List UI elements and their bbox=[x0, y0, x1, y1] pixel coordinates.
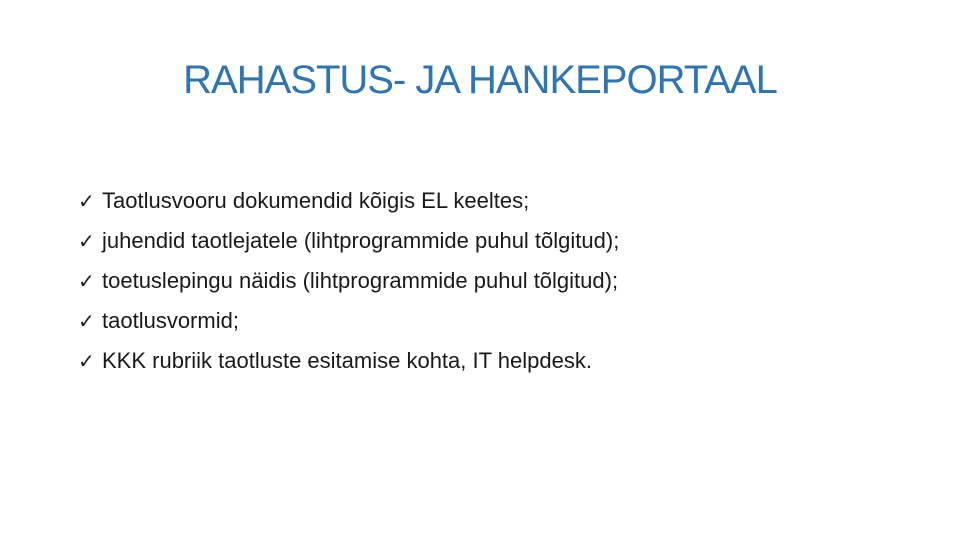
bullet-item bbox=[78, 301, 938, 341]
bullet-item bbox=[78, 261, 938, 301]
bullet-text: taotlusvormid; bbox=[102, 308, 239, 333]
slide-title: RAHASTUS- JA HANKEPORTAAL bbox=[183, 58, 777, 102]
check-icon: ✓ bbox=[78, 309, 95, 333]
bullet-item bbox=[78, 221, 938, 261]
bullet-text: KKK rubriik taotluste esitamise kohta, IT helpdesk. bbox=[102, 348, 592, 373]
check-icon: ✓ bbox=[78, 189, 95, 213]
bullet-item bbox=[78, 341, 938, 381]
bullet-list bbox=[78, 181, 938, 381]
check-icon: ✓ bbox=[78, 229, 95, 253]
check-icon: ✓ bbox=[78, 269, 95, 293]
bullet-item bbox=[78, 181, 938, 221]
check-icon: ✓ bbox=[78, 349, 95, 373]
bullet-text: juhendid taotlejatele (lihtprogrammide puhul tõlgitud); bbox=[102, 228, 620, 253]
bullet-text: Taotlusvooru dokumendid kõigis EL keeltes; bbox=[102, 188, 530, 213]
bullet-text: toetuslepingu näidis (lihtprogrammide puhul tõlgitud); bbox=[102, 268, 619, 293]
